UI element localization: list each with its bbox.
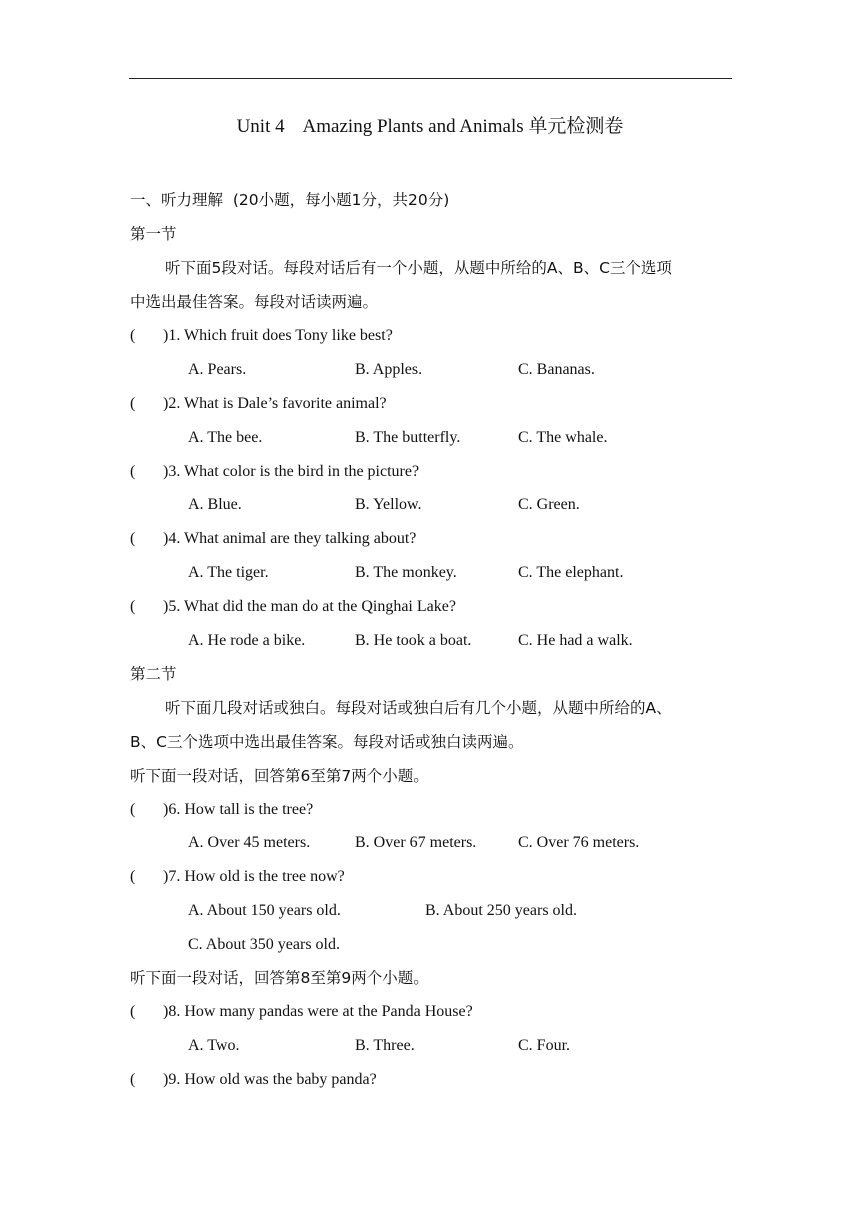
- question-stem: )2. What is Dale’s favorite animal?: [163, 395, 387, 412]
- header-rule: [129, 78, 732, 79]
- question-5: [130, 596, 456, 618]
- question-stem: )1. Which fruit does Tony like best?: [163, 327, 393, 344]
- part2-instruction-line2: B、C三个选项中选出最佳答案。每段对话或独白读两遍。: [130, 733, 524, 751]
- part1-instruction-line1: 听下面5段对话。每段对话后有一个小题，从题中所给的A、B、C三个选项: [165, 259, 672, 277]
- question-stem: )9. How old was the baby panda?: [163, 1071, 377, 1088]
- answer-blank: (: [130, 395, 136, 412]
- option-c: C. Green.: [518, 496, 580, 513]
- option-b: B. Over 67 meters.: [355, 834, 477, 851]
- question-2: [130, 393, 387, 415]
- option-a: A. The bee.: [188, 429, 263, 446]
- option-c: C. The elephant.: [518, 564, 624, 581]
- question-4: [130, 528, 416, 550]
- question-8: [130, 1001, 473, 1023]
- question-1: [130, 325, 393, 347]
- question-stem: )4. What animal are they talking about?: [163, 530, 417, 547]
- part2-instruction-line1: 听下面几段对话或独白。每段对话或独白后有几个小题，从题中所给的A、: [165, 699, 672, 717]
- answer-blank: (: [130, 1071, 136, 1088]
- question-6: [130, 799, 313, 821]
- option-a: A. About 150 years old.: [188, 902, 341, 919]
- option-a: A. Blue.: [188, 496, 242, 513]
- option-b: B. Apples.: [355, 361, 423, 378]
- option-c: C. Bananas.: [518, 361, 595, 378]
- option-a: A. He rode a bike.: [188, 632, 306, 649]
- question-stem: )7. How old is the tree now?: [163, 868, 345, 885]
- part1-label: 第一节: [130, 225, 177, 243]
- question-7: [130, 866, 345, 888]
- option-c: C. He had a walk.: [518, 632, 633, 649]
- question-stem: )3. What color is the bird in the picture?: [163, 463, 420, 480]
- option-b: B. The monkey.: [355, 564, 457, 581]
- question-3: [130, 461, 419, 483]
- answer-blank: (: [130, 463, 136, 480]
- section-heading: 一、听力理解 (20小题，每小题1分，共20分): [130, 191, 450, 209]
- answer-blank: (: [130, 1003, 136, 1020]
- page-title: Unit 4 Amazing Plants and Animals 单元检测卷: [236, 116, 624, 137]
- option-c: C. Over 76 meters.: [518, 834, 640, 851]
- option-b: B. Yellow.: [355, 496, 422, 513]
- answer-blank: (: [130, 801, 136, 818]
- option-a: A. Two.: [188, 1037, 240, 1054]
- option-a: A. Pears.: [188, 361, 247, 378]
- answer-blank: (: [130, 868, 136, 885]
- question-stem: )5. What did the man do at the Qinghai Lake?: [163, 598, 456, 615]
- question-9: [130, 1069, 377, 1091]
- question-stem: )8. How many pandas were at the Panda House?: [163, 1003, 473, 1020]
- option-b: B. About 250 years old.: [425, 902, 577, 919]
- group-instruction-6-7: 听下面一段对话，回答第6至第7两个小题。: [130, 767, 429, 785]
- option-a: A. The tiger.: [188, 564, 269, 581]
- option-b: B. Three.: [355, 1037, 415, 1054]
- part1-instruction-line2: 中选出最佳答案。每段对话读两遍。: [130, 293, 379, 311]
- option-c: C. About 350 years old.: [188, 936, 340, 953]
- option-b: B. The butterfly.: [355, 429, 461, 446]
- answer-blank: (: [130, 598, 136, 615]
- part2-label: 第二节: [130, 665, 177, 683]
- question-stem: )6. How tall is the tree?: [163, 801, 314, 818]
- group-instruction-8-9: 听下面一段对话，回答第8至第9两个小题。: [130, 969, 429, 987]
- option-b: B. He took a boat.: [355, 632, 472, 649]
- option-a: A. Over 45 meters.: [188, 834, 311, 851]
- answer-blank: (: [130, 530, 136, 547]
- option-c: C. The whale.: [518, 429, 608, 446]
- option-c: C. Four.: [518, 1037, 571, 1054]
- answer-blank: (: [130, 327, 136, 344]
